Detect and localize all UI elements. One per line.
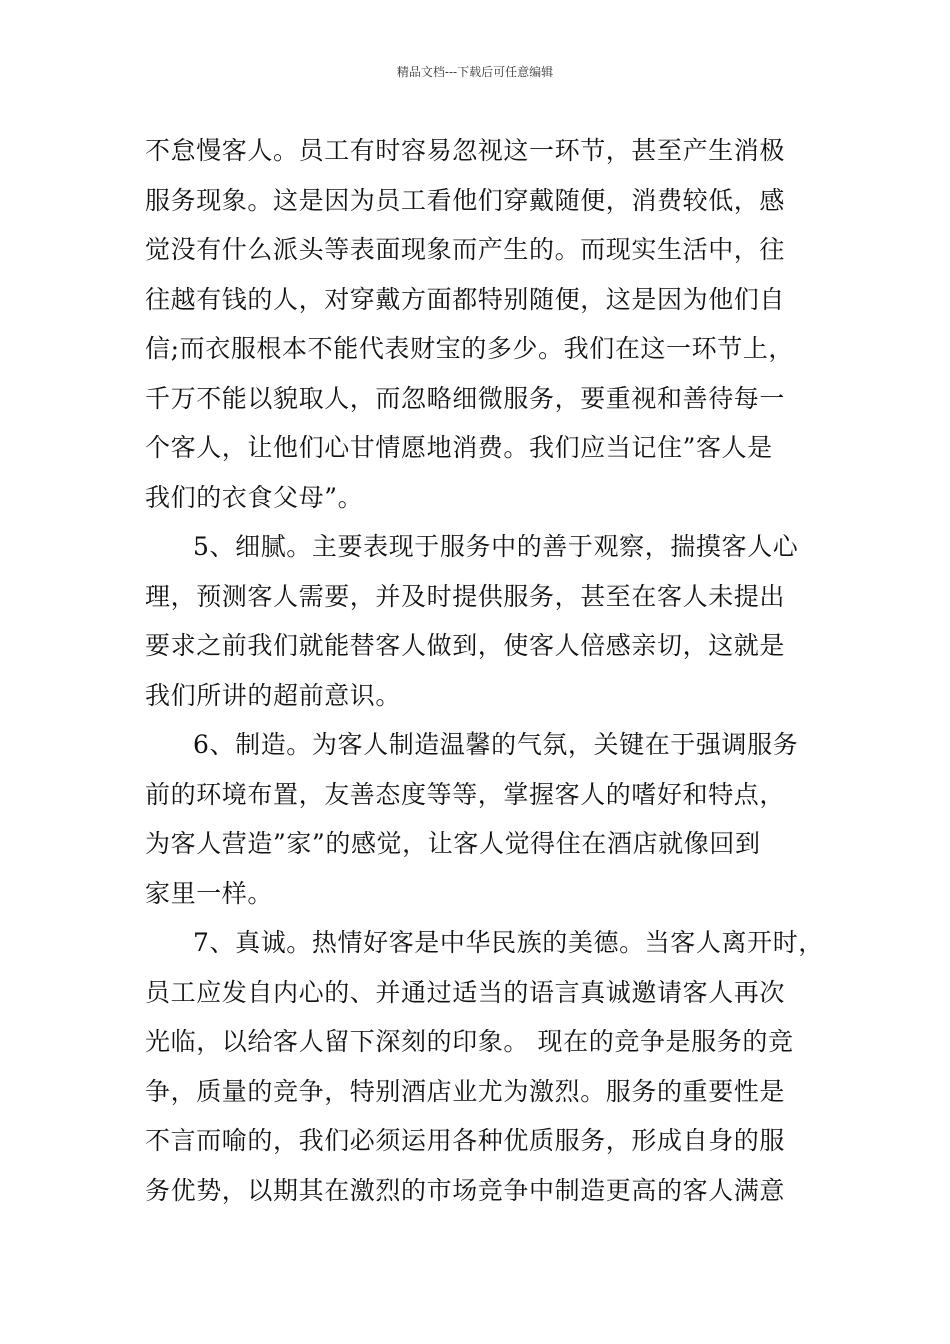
- text-line: 争，质量的竞争，特别酒店业尤为激烈。服务的重要性是: [145, 1076, 786, 1106]
- text-line: 不怠慢客人。员工有时容易忽视这一环节，甚至产生消极: [145, 136, 786, 165]
- text-line: 往越有钱的人，对穿戴方面都特别随便，这是因为他们自: [145, 284, 786, 314]
- page-header: 精品文档---下载后可任意编辑: [396, 65, 554, 79]
- paragraph-start-line: 6、制造。为客人制造温馨的气氛，关键在于强调服务: [193, 730, 799, 759]
- text-line: 个客人，让他们心甘情愿地消费。我们应当记住”客人是: [145, 433, 773, 462]
- text-line: 理，预测客人需要，并及时提供服务，甚至在客人未提出: [145, 581, 786, 611]
- text-line: 千万不能以貌取人，而忽略细微服务，要重视和善待每一: [145, 383, 786, 413]
- text-line: 信;而衣服根本不能代表财宝的多少。我们在这一环节上，: [145, 334, 795, 363]
- text-line: 光临，以给客人留下深刻的印象。 现在的竞争是服务的竞: [145, 1027, 794, 1056]
- paragraph-start-line: 5、细腻。主要表现于服务中的善于观察，揣摸客人心: [193, 532, 799, 561]
- text-line: 前的环境布置，友善态度等等，掌握客人的嗜好和特点，: [145, 779, 786, 809]
- text-line: 要求之前我们就能替客人做到，使客人倍感亲切，这就是: [145, 631, 786, 660]
- text-line: 不言而喻的，我们必须运用各种优质服务，形成自身的服: [145, 1126, 786, 1155]
- text-line: 觉没有什么派头等表面现象而产生的。而现实生活中，往: [145, 235, 786, 264]
- text-line: 服务现象。这是因为员工看他们穿戴随便，消费较低，感: [145, 185, 786, 215]
- text-line: 我们的衣食父母”。: [145, 482, 364, 512]
- text-line: 我们所讲的超前意识。: [145, 680, 402, 710]
- text-line: 务优势，以期其在激烈的市场竞争中制造更高的客人满意: [145, 1175, 786, 1205]
- text-line: 员工应发自内心的、并通过适当的语言真诚邀请客人再次: [145, 977, 786, 1007]
- text-line: 为客人营造”家”的感觉，让客人觉得住在酒店就像回到: [145, 829, 761, 858]
- paragraph-start-line: 7、真诚。热情好客是中华民族的美德。当客人离开时，: [193, 928, 824, 957]
- document-body: [145, 126, 835, 1215]
- text-line: 家里一样。: [145, 878, 274, 908]
